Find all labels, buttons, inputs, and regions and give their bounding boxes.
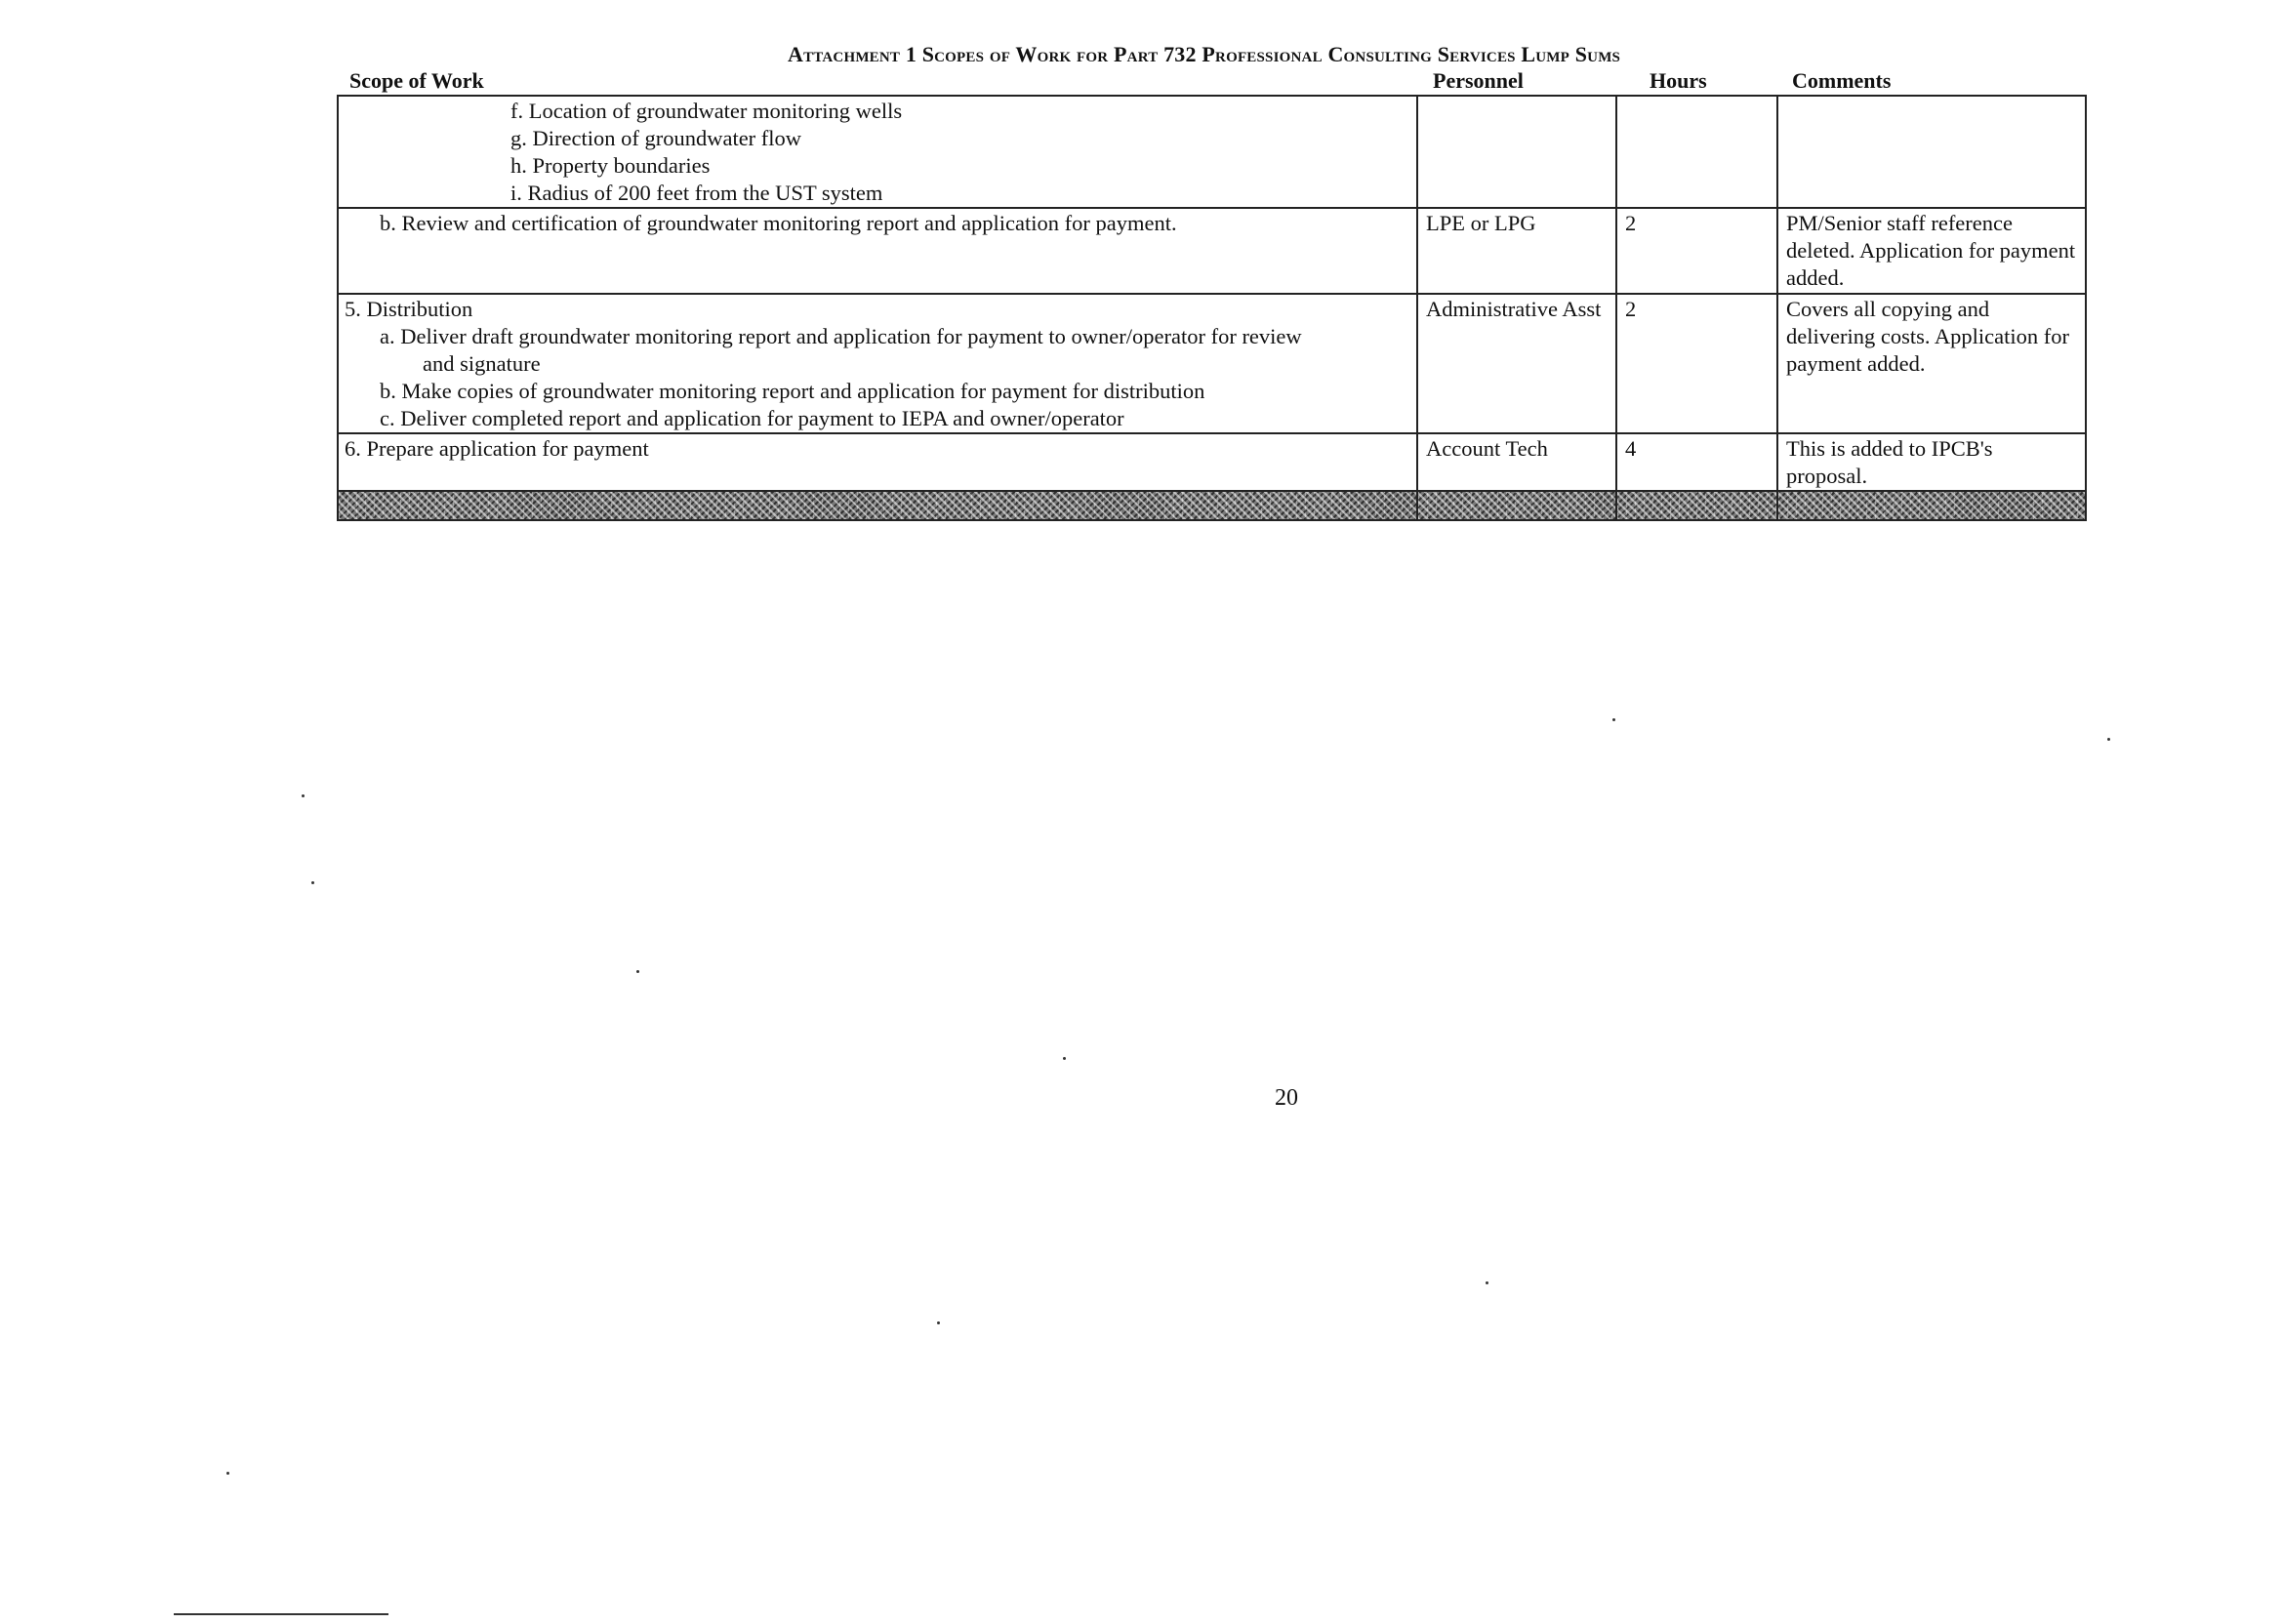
- scope-cell: [338, 294, 1417, 433]
- scope-line: f. Location of groundwater monitoring wells: [510, 99, 903, 123]
- document-title: Attachment 1 Scopes of Work for Part 732 Professional Consulting Services Lump Sums: [788, 42, 1621, 66]
- footer-rule: [174, 1613, 388, 1615]
- shaded-cell: [338, 491, 1417, 520]
- scan-speck: [302, 794, 305, 797]
- column-header-personnel: Personnel: [1433, 68, 1524, 93]
- scope-line: and signature: [423, 351, 541, 376]
- scan-speck: [226, 1472, 229, 1475]
- personnel-cell: Administrative Asst: [1417, 294, 1616, 433]
- scan-speck: [1063, 1057, 1066, 1060]
- column-header-comments: Comments: [1792, 68, 1892, 93]
- scope-line: a. Deliver draft groundwater monitoring report and application for payment to owner/operator for review: [380, 324, 1302, 348]
- scope-of-work-table: [337, 95, 2085, 521]
- hours-cell: 2: [1616, 208, 1777, 294]
- scope-line: 6. Prepare application for payment: [345, 436, 649, 461]
- hours-cell: [1616, 96, 1777, 208]
- table-row: [338, 96, 2086, 208]
- scan-speck: [1486, 1281, 1488, 1284]
- comments-cell: This is added to IPCB's proposal.: [1777, 433, 2086, 491]
- personnel-cell: LPE or LPG: [1417, 208, 1616, 294]
- scan-speck: [937, 1321, 940, 1324]
- hours-cell: 2: [1616, 294, 1777, 433]
- page-number: 20: [1275, 1085, 1298, 1111]
- scope-line: g. Direction of groundwater flow: [510, 126, 802, 150]
- hours-cell: 4: [1616, 433, 1777, 491]
- scope-line: i. Radius of 200 feet from the UST system: [510, 181, 883, 205]
- comments-cell: [1777, 96, 2086, 208]
- scope-cell: [338, 96, 1417, 208]
- scope-line: 5. Distribution: [345, 297, 473, 321]
- scan-speck: [636, 970, 639, 973]
- comments-cell: Covers all copying and delivering costs. Application for payment added.: [1777, 294, 2086, 433]
- table-row: [338, 433, 2086, 491]
- table-row: [338, 208, 2086, 294]
- table-row: [338, 294, 2086, 433]
- scan-speck: [1612, 718, 1615, 721]
- scope-line: b. Make copies of groundwater monitoring report and application for payment for distribution: [380, 379, 1205, 403]
- scan-speck: [311, 881, 314, 884]
- scope-line: b. Review and certification of groundwater monitoring report and application for payment.: [380, 211, 1177, 235]
- personnel-cell: [1417, 96, 1616, 208]
- shaded-cell: [1417, 491, 1616, 520]
- shaded-cell: [1616, 491, 1777, 520]
- column-header-scope: Scope of Work: [349, 68, 484, 93]
- scope-cell: [338, 208, 1417, 294]
- shaded-cell: [1777, 491, 2086, 520]
- scope-line: c. Deliver completed report and application for payment to IEPA and owner/operator: [380, 406, 1124, 430]
- column-header-hours: Hours: [1650, 68, 1707, 93]
- scope-cell: [338, 433, 1417, 491]
- personnel-cell: Account Tech: [1417, 433, 1616, 491]
- comments-cell: PM/Senior staff reference deleted. Application for payment added.: [1777, 208, 2086, 294]
- scope-line: h. Property boundaries: [510, 153, 711, 178]
- scan-speck: [2107, 738, 2110, 741]
- shaded-footer-row: [338, 491, 2086, 520]
